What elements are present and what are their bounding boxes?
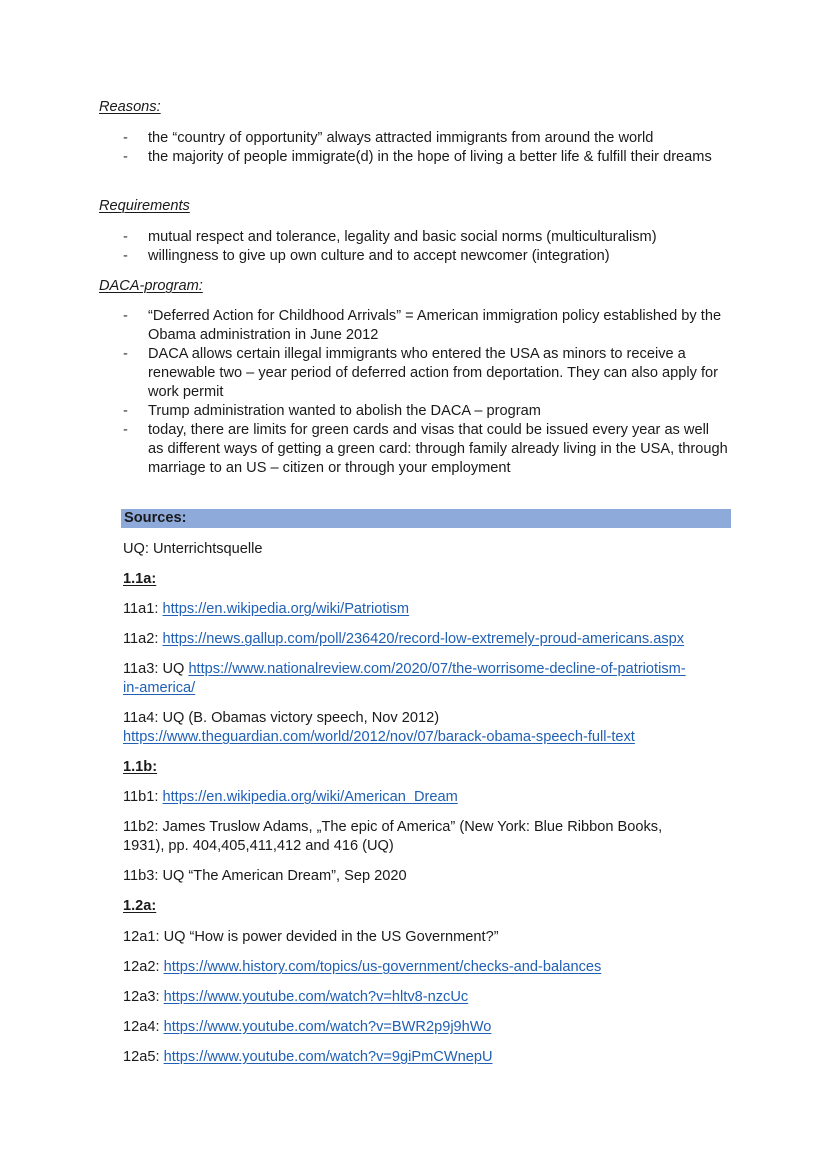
uq-note: UQ: Unterrichtsquelle bbox=[123, 541, 263, 557]
source-11a4-link-line bbox=[123, 728, 635, 747]
source-link[interactable]: https://www.theguardian.com/world/2012/nov/07/barack-obama-speech-full-text bbox=[123, 729, 635, 745]
source-link[interactable]: https://en.wikipedia.org/wiki/Patriotism bbox=[162, 601, 410, 617]
reasons-heading: Reasons: bbox=[99, 99, 161, 115]
section-1-1a-heading: 1.1a: bbox=[123, 571, 157, 587]
list-item: - Trump administration wanted to abolish the DACA – program bbox=[123, 403, 541, 419]
section-1-2a-heading: 1.2a: bbox=[123, 898, 157, 914]
sources-header: Sources: bbox=[124, 510, 187, 526]
list-item: - mutual respect and tolerance, legality and basic social norms (multiculturalism) bbox=[123, 229, 657, 245]
source-link[interactable]: https://en.wikipedia.org/wiki/American_Dream bbox=[162, 789, 458, 805]
source-12a2: 12a2: https://www.history.com/topics/us-government/checks-and-balances bbox=[123, 959, 602, 975]
section-1-1b-heading: 1.1b: bbox=[123, 759, 158, 775]
source-link[interactable]: https://news.gallup.com/poll/236420/record-low-extremely-proud-americans.aspx bbox=[162, 631, 685, 647]
source-11b1: 11b1: https://en.wikipedia.org/wiki/American_Dream bbox=[123, 789, 458, 805]
list-item: - today, there are limits for green cards and visas that could be issued every year as well as different ways of getting a green card: through family already living in the USA, through marriage to an US – citizen or through your employment bbox=[123, 422, 728, 476]
source-link[interactable]: https://www.history.com/topics/us-government/checks-and-balances bbox=[163, 959, 602, 975]
list-item: - DACA allows certain illegal immigrants who entered the USA as minors to receive a renewable two – year period of deferred action from deportation. They can also apply for work permit bbox=[123, 346, 719, 400]
source-12a4: 12a4: https://www.youtube.com/watch?v=BWR2p9j9hWo bbox=[123, 1019, 492, 1035]
source-link[interactable]: https://www.youtube.com/watch?v=BWR2p9j9hWo bbox=[163, 1019, 492, 1035]
source-11b3: 11b3: UQ “The American Dream”, Sep 2020 bbox=[123, 868, 407, 884]
daca-heading: DACA-program: bbox=[99, 278, 203, 294]
list-item: - the “country of opportunity” always attracted immigrants from around the world bbox=[123, 130, 654, 146]
source-11a3-continued bbox=[123, 679, 195, 698]
requirements-list bbox=[0, 228, 828, 266]
source-11b2-continued: 1931), pp. 404,405,411,412 and 416 (UQ) bbox=[123, 838, 394, 854]
source-12a3: 12a3: https://www.youtube.com/watch?v=hltv8-nzcUc bbox=[123, 989, 469, 1005]
source-12a5: 12a5: https://www.youtube.com/watch?v=9giPmCWnepU bbox=[123, 1049, 493, 1065]
source-link[interactable]: https://www.youtube.com/watch?v=9giPmCWnepU bbox=[163, 1049, 493, 1065]
source-link[interactable]: https://www.youtube.com/watch?v=hltv8-nzcUc bbox=[163, 989, 469, 1005]
source-12a1: 12a1: UQ “How is power devided in the US Government?” bbox=[123, 929, 499, 945]
sources-header-bar bbox=[121, 509, 731, 528]
source-link[interactable]: https://www.nationalreview.com/2020/07/the-worrisome-decline-of-patriotism- bbox=[188, 661, 686, 677]
source-link[interactable]: in-america/ bbox=[123, 680, 196, 696]
source-11a3: 11a3: UQ https://www.nationalreview.com/2020/07/the-worrisome-decline-of-patriotism- bbox=[123, 661, 686, 677]
list-item: - willingness to give up own culture and to accept newcomer (integration) bbox=[123, 248, 610, 264]
source-11a2: 11a2: https://news.gallup.com/poll/236420/record-low-extremely-proud-americans.aspx bbox=[123, 631, 685, 647]
source-11a1: 11a1: https://en.wikipedia.org/wiki/Patriotism bbox=[123, 601, 410, 617]
source-11b2: 11b2: James Truslow Adams, „The epic of America” (New York: Blue Ribbon Books, bbox=[123, 819, 663, 835]
list-item: - the majority of people immigrate(d) in the hope of living a better life & fulfill their dreams bbox=[123, 149, 712, 165]
requirements-heading: Requirements bbox=[99, 198, 190, 214]
source-11a4: 11a4: UQ (B. Obamas victory speech, Nov 2012) bbox=[123, 710, 440, 726]
reasons-list bbox=[0, 129, 828, 167]
daca-list bbox=[0, 307, 828, 478]
list-item: - “Deferred Action for Childhood Arrivals” = American immigration policy established by the Obama administration in June 2012 bbox=[123, 308, 722, 343]
